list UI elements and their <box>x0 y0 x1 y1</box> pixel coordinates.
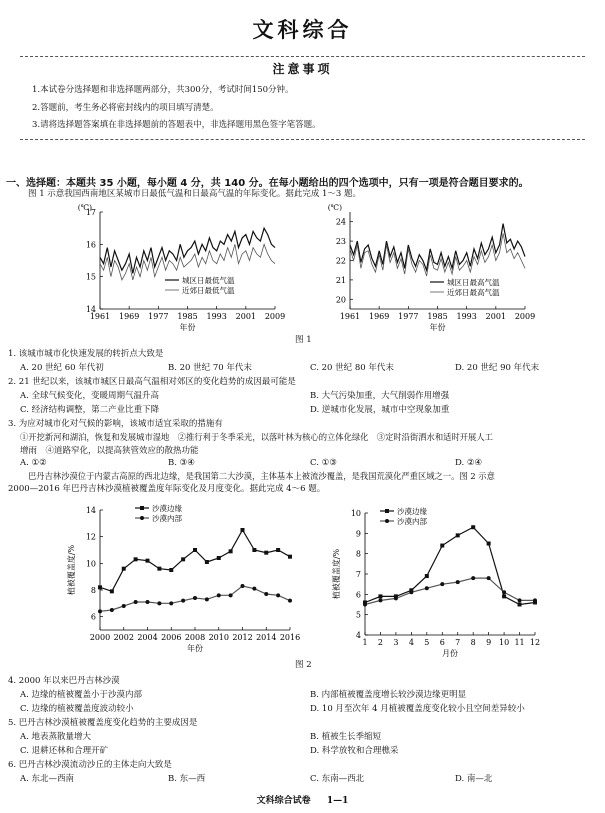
x-tick-label: 2014 <box>256 633 277 642</box>
data-point-circle <box>264 592 268 596</box>
y-tick-label: 7 <box>355 570 361 579</box>
data-point-circle <box>169 601 173 605</box>
footer-page-number: 1—1 <box>326 796 349 806</box>
series-line-2 <box>365 578 535 604</box>
question-5-option-d[interactable]: D. 科学放牧和合理樵采 <box>310 746 399 756</box>
question-6-option-a[interactable]: A. 东北—西南 <box>20 774 75 784</box>
question-4-option-c[interactable]: C. 边缘的植被覆盖度波动较小 <box>20 704 134 714</box>
data-point-square <box>288 555 292 559</box>
x-tick-label: 10 <box>498 638 510 647</box>
notice-line-3: 3.请将选择题答案填在非选择题前的答题表中，非选择题用黑色签字笔答题。 <box>32 120 321 130</box>
x-tick-label: 2008 <box>184 633 206 642</box>
x-tick-label: 9 <box>486 638 492 647</box>
legend-label: 沙漠内部 <box>397 517 427 526</box>
legend-label: 城区日最低气温 <box>182 276 235 285</box>
series-line-1 <box>350 224 525 271</box>
data-point-square <box>229 549 233 553</box>
question-4-stem: 4. 2000 年以来巴丹吉林沙漠 <box>8 676 120 686</box>
section-heading: 一、选择题：本题共 35 小题，每小题 4 分，共 140 分。在每小题给出的四个选项中，只有一项是符合题目要求的。 <box>6 178 529 189</box>
data-point-square <box>471 525 475 529</box>
question-3-line-3: 增雨 ④道路窄化，以提高狭管效应的散热功能 <box>20 446 199 456</box>
x-tick-label: 2002 <box>113 633 134 642</box>
series-line-1 <box>365 527 535 604</box>
data-point-circle <box>502 590 506 594</box>
y-tick-label: 9 <box>355 529 361 539</box>
y-tick-label: 6 <box>355 590 361 600</box>
x-tick-label: 1961 <box>339 312 361 321</box>
notice-line-2: 2.答题前，考生务必将密封线内的项目填写清楚。 <box>32 103 219 113</box>
y-axis-label: (℃) <box>327 203 342 212</box>
y-tick-label: 24 <box>335 217 346 227</box>
legend-marker <box>385 519 389 523</box>
data-point-square <box>378 594 382 598</box>
data-point-circle <box>276 593 280 597</box>
y-tick-label: 10 <box>85 559 96 569</box>
question-2-stem: 2. 21 世纪以来，该城市城区日最高气温相对郊区的变化趋势的成因最可能是 <box>8 377 296 387</box>
series-line-2 <box>350 233 525 276</box>
data-point-circle <box>425 586 429 590</box>
y-tick-label: 14 <box>85 305 96 314</box>
data-point-circle <box>456 580 460 584</box>
legend-label: 城区日最高气温 <box>447 278 500 287</box>
x-tick-label: 6 <box>439 638 445 647</box>
series-line-1 <box>100 530 290 591</box>
y-tick-label: 20 <box>335 295 346 305</box>
data-point-square <box>205 560 209 564</box>
x-tick-label: 8 <box>470 638 476 647</box>
x-tick-label: 1985 <box>427 312 448 321</box>
data-point-square <box>181 557 185 561</box>
data-point-square <box>217 556 221 560</box>
data-point-square <box>487 542 491 546</box>
x-tick-label: 2006 <box>161 633 182 642</box>
legend-marker <box>140 506 144 510</box>
question-4-option-d[interactable]: D. 10 月至次年 4 月植被覆盖度变化较小且空间差异较小 <box>310 704 525 714</box>
data-point-square <box>241 528 245 532</box>
y-axis-label: 植被覆盖度/% <box>67 544 76 596</box>
y-tick-label: 23 <box>335 237 346 247</box>
x-tick-label: 1985 <box>177 312 198 321</box>
data-point-square <box>122 567 126 571</box>
data-point-circle <box>378 598 382 602</box>
question-3-option-c[interactable]: C. ①③ <box>310 458 337 468</box>
page-footer <box>0 793 605 806</box>
footer-label: 文科综合试卷 <box>256 796 311 806</box>
y-tick-label: 21 <box>335 275 346 285</box>
legend-label: 沙漠边缘 <box>152 504 182 513</box>
y-tick-label: 22 <box>335 256 346 266</box>
data-point-square <box>518 603 522 607</box>
question-2-option-b[interactable]: B. 大气污染加重，大气削弱作用增强 <box>310 391 450 401</box>
data-point-square <box>264 551 268 555</box>
data-point-circle <box>181 599 185 603</box>
y-tick-label: 6 <box>90 612 96 622</box>
chart-urban-max-temp <box>320 200 535 335</box>
data-point-circle <box>252 587 256 591</box>
chart-urban-min-temp <box>70 200 285 335</box>
question-6-option-c[interactable]: C. 东南—西北 <box>310 774 365 784</box>
data-point-square <box>98 585 102 589</box>
question-5-option-b[interactable]: B. 植被生长季缩短 <box>310 732 382 742</box>
data-point-circle <box>409 590 413 594</box>
fig1-caption: 图 1 <box>295 335 312 345</box>
chart-vegetation-annual <box>60 500 300 658</box>
y-axis-label: 植被覆盖度/% <box>332 548 341 600</box>
data-point-square <box>134 557 138 561</box>
data-point-circle <box>440 582 444 586</box>
x-tick-label: 11 <box>514 638 525 647</box>
page-title: 文科综合 <box>252 18 353 42</box>
question-1-option-a[interactable]: A. 20 世纪 60 年代初 <box>20 363 104 373</box>
fig2-caption: 图 2 <box>295 660 312 670</box>
x-tick-label: 12 <box>529 638 541 647</box>
question-6-option-d[interactable]: D. 南—北 <box>455 774 493 784</box>
data-point-circle <box>98 609 102 613</box>
x-tick-label: 3 <box>393 638 399 647</box>
x-tick-label: 2016 <box>279 633 300 642</box>
legend-label: 沙漠边缘 <box>397 507 427 516</box>
question-6-option-b[interactable]: B. 东—西 <box>168 774 206 784</box>
y-tick-label: 15 <box>85 272 96 282</box>
y-tick-label: 8 <box>355 549 361 559</box>
data-point-circle <box>134 600 138 604</box>
x-tick-label: 1977 <box>398 312 419 321</box>
x-tick-label: 2012 <box>232 633 253 642</box>
legend-marker <box>385 509 389 513</box>
data-point-square <box>169 568 173 572</box>
x-tick-label: 2009 <box>514 312 535 321</box>
data-point-circle <box>394 596 398 600</box>
data-point-circle <box>146 600 150 604</box>
data-point-square <box>193 548 197 552</box>
question-6-stem: 6. 巴丹吉林沙漠流动沙丘的主体走向大致是 <box>8 760 172 770</box>
x-tick-label: 2 <box>377 638 384 647</box>
question-2-option-a[interactable]: A. 全球气候变化，变暖周期气温升高 <box>20 391 160 401</box>
data-point-circle <box>110 608 114 612</box>
question-3-option-b[interactable]: B. ③④ <box>168 458 195 468</box>
x-tick-label: 5 <box>424 638 430 647</box>
notice-line-1: 1.本试卷分选择题和非选择题两部分，共300分，考试时间150分钟。 <box>32 85 294 95</box>
x-tick-label: 2004 <box>137 633 158 642</box>
data-point-square <box>157 567 161 571</box>
y-tick-label: 16 <box>85 240 96 250</box>
data-point-circle <box>157 601 161 605</box>
data-point-square <box>276 548 280 552</box>
question-3-option-d[interactable]: D. ②④ <box>455 458 483 468</box>
question-2-option-c[interactable]: C. 经济结构调整，第二产业比重下降 <box>20 405 160 415</box>
question-3-stem: 3. 为应对城市化对气候的影响，该城市适宜采取的措施有 <box>8 419 223 429</box>
data-point-circle <box>122 604 126 608</box>
question-3-option-a[interactable]: A. ①② <box>20 458 47 468</box>
question-4-option-b[interactable]: B. 内部植被覆盖度增长较沙漠边缘更明显 <box>310 690 467 700</box>
series-line-1 <box>100 228 275 273</box>
data-point-square <box>456 533 460 537</box>
x-tick-label: 2001 <box>485 312 507 321</box>
data-point-circle <box>288 599 292 603</box>
legend-label: 近郊日最低气温 <box>182 286 235 295</box>
question-3-line-2: ①开挖新河和湖泊，恢复和发展城市湿地 ②推行利于冬季采光，以落叶林为核心的立体化绿化 ③定时沿街洒水和适时开展人工 <box>20 432 493 442</box>
y-tick-label: 5 <box>355 610 361 620</box>
question-1-option-b[interactable]: B. 20 世纪 70 年代末 <box>168 363 252 373</box>
legend-marker <box>140 516 144 520</box>
data-point-square <box>110 589 114 593</box>
question-1-option-d[interactable]: D. 20 世纪 90 年代末 <box>455 363 540 373</box>
y-tick-label: 10 <box>350 509 361 518</box>
x-tick-label: 1 <box>362 638 368 647</box>
y-tick-label: 17 <box>85 208 96 217</box>
data-point-square <box>146 559 150 563</box>
question-5-option-a[interactable]: A. 地表蒸散量增大 <box>20 732 92 742</box>
y-tick-label: 8 <box>90 586 96 595</box>
question-5-option-c[interactable]: C. 退耕还林和合理开矿 <box>20 746 109 756</box>
legend-label: 近郊日最高气温 <box>447 288 500 297</box>
x-tick-label: 1969 <box>368 312 390 321</box>
x-tick-label: 1993 <box>206 312 227 321</box>
notice-title: 注意事项 <box>272 62 333 76</box>
data-point-circle <box>193 596 197 600</box>
x-axis-label: 年份 <box>187 644 203 653</box>
y-axis-label: (℃) <box>77 203 92 212</box>
x-tick-label: 2001 <box>235 312 257 321</box>
data-point-circle <box>205 597 209 601</box>
chart-vegetation-monthly <box>325 505 545 658</box>
x-axis-label: 月份 <box>442 649 458 658</box>
x-tick-label: 2009 <box>264 312 285 321</box>
intro-fig2-line-1: 巴丹吉林沙漠位于内蒙古高原的西北边缘，是我国第二大沙漠，主体基本上被流沙覆盖，是我国荒漠化严重区域之一。图 2 示意 <box>28 471 495 481</box>
data-point-circle <box>217 593 221 597</box>
x-tick-label: 1993 <box>456 312 477 321</box>
data-point-circle <box>229 593 233 597</box>
x-axis-label: 年份 <box>179 323 196 332</box>
question-4-option-a[interactable]: A. 边缘的植被覆盖小于沙漠内部 <box>20 690 143 700</box>
intro-fig1: 图 1 示意我国西南地区某城市日最低气温和日最高气温的年际变化。据此完成 1～3 题。 <box>28 189 362 199</box>
y-tick-label: 4 <box>355 631 361 640</box>
data-point-circle <box>487 576 491 580</box>
data-point-square <box>425 574 429 578</box>
x-tick-label: 4 <box>408 638 414 647</box>
data-point-circle <box>533 598 537 602</box>
data-point-square <box>440 544 444 548</box>
data-point-circle <box>241 584 245 588</box>
y-tick-label: 14 <box>85 506 96 515</box>
data-point-square <box>252 548 256 552</box>
x-axis-label: 年份 <box>429 323 446 332</box>
x-tick-label: 7 <box>455 638 461 647</box>
x-tick-label: 2010 <box>208 633 229 642</box>
question-5-stem: 5. 巴丹吉林沙漠植被覆盖度变化趋势的主要成因是 <box>8 718 198 728</box>
intro-fig2-line-2: 2000—2016 年巴丹吉林沙漠植被覆盖度年际变化及月度变化。据此完成 4～6 题。 <box>8 484 326 494</box>
question-1-option-c[interactable]: C. 20 世纪 80 年代末 <box>310 363 394 373</box>
x-tick-label: 2000 <box>89 633 111 642</box>
data-point-circle <box>471 576 475 580</box>
data-point-circle <box>518 598 522 602</box>
y-tick-label: 12 <box>85 532 96 542</box>
question-2-option-d[interactable]: D. 逆城市化发展，城市中空现象加重 <box>310 405 450 415</box>
x-tick-label: 1961 <box>89 312 111 321</box>
question-1-stem: 1. 该城市城市化快速发展的转折点大致是 <box>8 349 164 359</box>
data-point-square <box>502 594 506 598</box>
legend-label: 沙漠内部 <box>152 514 182 523</box>
x-tick-label: 1969 <box>118 312 140 321</box>
data-point-circle <box>363 603 367 607</box>
x-tick-label: 1977 <box>148 312 169 321</box>
